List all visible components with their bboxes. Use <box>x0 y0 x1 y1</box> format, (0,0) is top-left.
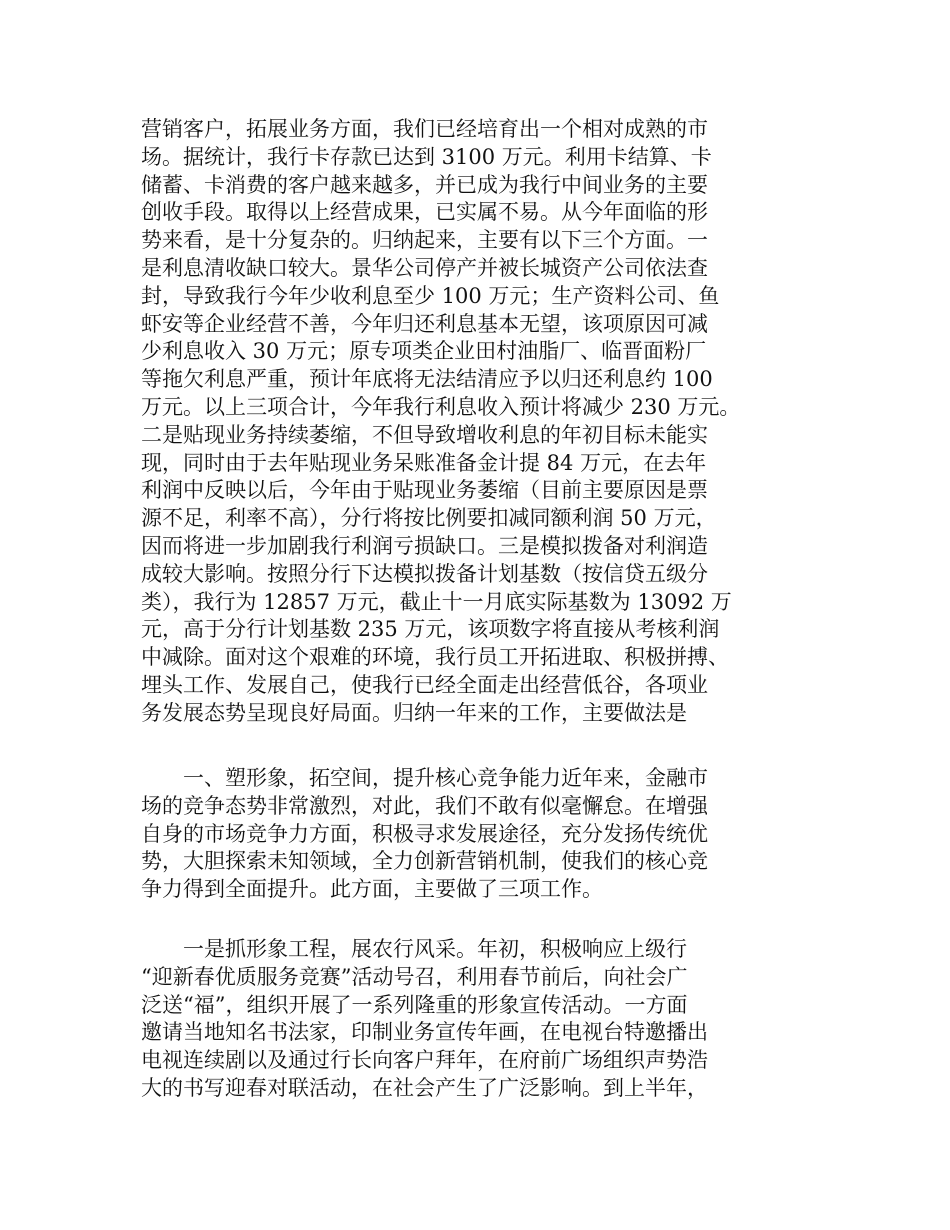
text-line: 二是贴现业务持续萎缩，不但导致增收利息的年初目标未能实 <box>141 422 708 447</box>
text-line: 少利息收入 30 万元；原专项类企业田村油脂厂、临晋面粉厂 <box>141 339 707 364</box>
text-line: 自身的市场竞争力方面，积极寻求发展途径，充分发扬传统优 <box>141 821 708 846</box>
text-line: 场。据统计，我行卡存款已达到 3100 万元。利用卡结算、卡 <box>141 144 712 169</box>
text-line: 势来看，是十分复杂的。归纳起来，主要有以下三个方面。一 <box>141 228 708 253</box>
text-line: 元，高于分行计划基数 235 万元，该项数字将直接从考核利润 <box>141 617 720 642</box>
paragraph-1 <box>141 116 821 728</box>
text-line: 场的竞争态势非常激烈，对此，我们不敢有似毫懈怠。在增强 <box>141 793 708 818</box>
text-line: 因而将进一步加剧我行利润亏损缺口。三是模拟拨备对利润造 <box>141 533 708 558</box>
text-line: 储蓄、卡消费的客户越来越多，并已成为我行中间业务的主要 <box>141 172 708 197</box>
text-line: 电视连续剧以及通过行长向客户拜年，在府前广场组织声势浩 <box>141 1048 708 1073</box>
text-line: 等拖欠利息严重，预计年底将无法结清应予以归还利息约 100 <box>141 367 713 392</box>
text-line: 源不足，利率不高），分行将按比例要扣减同额利润 50 万元， <box>141 506 717 531</box>
text-line: 泛送“福”，组织开展了一系列隆重的形象宣传活动。一方面 <box>141 992 688 1017</box>
paragraph-3 <box>141 936 821 1103</box>
text-line: 大的书写迎春对联活动，在社会产生了广泛影响。到上半年， <box>141 1075 708 1100</box>
text-line: 万元。以上三项合计，今年我行利息收入预计将减少 230 万元。 <box>141 394 741 419</box>
text-line: 争力得到全面提升。此方面，主要做了三项工作。 <box>141 877 603 902</box>
text-line: 邀请当地知名书法家，印制业务宣传年画，在电视台特邀播出 <box>141 1020 708 1045</box>
text-line: 虾安等企业经营不善，今年归还利息基本无望，该项原因可减 <box>141 311 708 336</box>
text-line: 成较大影响。按照分行下达模拟拨备计划基数（按信贷五级分 <box>141 561 708 586</box>
text-line: 利润中反映以后，今年由于贴现业务萎缩（目前主要原因是票 <box>141 478 708 503</box>
text-line: 现，同时由于去年贴现业务呆账准备金计提 84 万元，在去年 <box>141 450 707 475</box>
text-line: 类），我行为 12857 万元，截止十一月底实际基数为 13092 万 <box>141 589 732 614</box>
paragraph-2 <box>141 765 821 904</box>
text-line: 封，导致我行今年少收利息至少 100 万元；生产资料公司、鱼 <box>141 283 720 308</box>
text-line: 务发展态势呈现良好局面。归纳一年来的工作，主要做法是 <box>141 700 687 725</box>
text-line: “迎新春优质服务竞赛”活动号召，利用春节前后，向社会广 <box>141 964 688 989</box>
text-line: 是利息清收缺口较大。景华公司停产并被长城资产公司依法查 <box>141 255 708 280</box>
text-line: 一是抓形象工程，展农行风采。年初，积极响应上级行 <box>141 937 687 961</box>
text-line: 一、塑形象，拓空间，提升核心竞争能力近年来，金融市 <box>141 766 708 790</box>
text-line: 埋头工作、发展自己，使我行已经全面走出经营低谷，各项业 <box>141 672 708 697</box>
text-line: 创收手段。取得以上经营成果，已实属不易。从今年面临的形 <box>141 200 708 225</box>
text-line: 营销客户，拓展业务方面，我们已经培育出一个相对成熟的市 <box>141 117 708 141</box>
text-line: 势，大胆探索未知领域，全力创新营销机制，使我们的核心竞 <box>141 849 708 874</box>
text-line: 中减除。面对这个艰难的环境，我行员工开拓进取、积极拼搏、 <box>141 645 729 670</box>
